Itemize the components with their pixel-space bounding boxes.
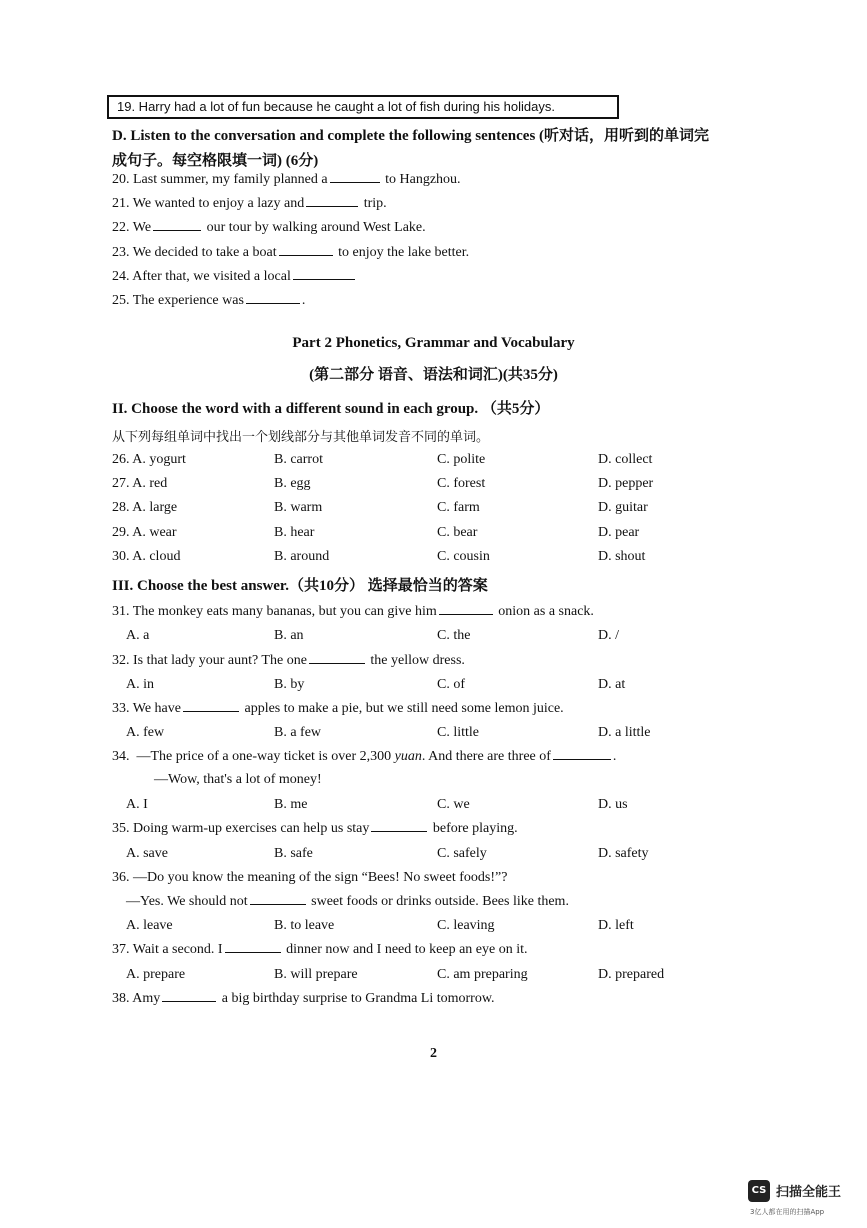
option-26-c[interactable]: C. polite — [437, 452, 486, 467]
option-28-d[interactable]: D. guitar — [598, 500, 648, 515]
blank-37[interactable] — [225, 951, 281, 953]
question-24: 24. After that, we visited a local — [112, 269, 357, 285]
watermark-title: 扫描全能王 — [776, 1185, 842, 1200]
section-iii-title: III. Choose the best answer.（共10分） 选择最恰当的答案 — [112, 578, 488, 594]
question-38: 38. Amy a big birthday surprise to Grandma Li tomorrow. — [112, 991, 495, 1006]
option-26-b[interactable]: B. carrot — [274, 452, 323, 467]
option-35-a[interactable]: A. save — [126, 846, 168, 861]
question-36-reply: —Yes. We should not sweet foods or drinks outside. Bees like them. — [126, 894, 569, 909]
blank-35[interactable] — [371, 830, 427, 832]
option-34-a[interactable]: A. I — [126, 797, 148, 812]
blank-23[interactable] — [279, 254, 333, 256]
option-33-b[interactable]: B. a few — [274, 725, 322, 740]
option-30-b[interactable]: B. around — [274, 549, 330, 564]
option-35-c[interactable]: C. safely — [437, 846, 487, 861]
option-37-c[interactable]: C. am preparing — [437, 967, 528, 982]
option-35-d[interactable]: D. safety — [598, 846, 649, 861]
blank-36[interactable] — [250, 903, 306, 905]
question-35: 35. Doing warm-up exercises can help us stay before playing. — [112, 821, 518, 836]
section-d-title-line2: 成句子。每空格限填一词) (6分) — [112, 153, 319, 169]
section-d-title-line1: D. Listen to the conversation and complete the following sentences (听对话，用听到的单词完 — [112, 128, 710, 144]
section-ii-instruction: 从下列每组单词中找出一个划线部分与其他单词发音不同的单词。 — [112, 429, 490, 444]
option-33-a[interactable]: A. few — [126, 725, 165, 740]
option-31-a[interactable]: A. a — [126, 628, 150, 643]
question-26: 26. A. yogurt — [112, 452, 186, 467]
blank-34[interactable] — [553, 758, 611, 760]
question-36: 36. —Do you know the meaning of the sign “Bees! No sweet foods!”? — [112, 870, 508, 885]
option-36-d[interactable]: D. left — [598, 918, 634, 933]
option-35-b[interactable]: B. safe — [274, 846, 313, 861]
option-31-d[interactable]: D. / — [598, 628, 619, 643]
option-36-a[interactable]: A. leave — [126, 918, 173, 933]
option-29-b[interactable]: B. hear — [274, 525, 315, 540]
blank-32[interactable] — [309, 662, 365, 664]
blank-21[interactable] — [306, 205, 358, 207]
option-33-c[interactable]: C. little — [437, 725, 479, 740]
question-30: 30. A. cloud — [112, 549, 181, 564]
option-37-a[interactable]: A. prepare — [126, 967, 186, 982]
option-32-a[interactable]: A. in — [126, 677, 154, 692]
question-22: 22. We our tour by walking around West Lake. — [112, 220, 426, 235]
option-34-b[interactable]: B. me — [274, 797, 308, 812]
blank-25[interactable] — [246, 302, 300, 304]
blank-31[interactable] — [439, 613, 493, 615]
blank-24[interactable] — [293, 278, 355, 280]
camscanner-logo-icon: CS — [748, 1180, 770, 1202]
question-21: 21. We wanted to enjoy a lazy and trip. — [112, 196, 387, 211]
option-33-d[interactable]: D. a little — [598, 725, 651, 740]
option-32-d[interactable]: D. at — [598, 677, 626, 692]
option-32-c[interactable]: C. of — [437, 677, 465, 692]
question-33: 33. We have apples to make a pie, but we still need some lemon juice. — [112, 701, 564, 716]
question-20: 20. Last summer, my family planned a to Hangzhou. — [112, 172, 461, 187]
part2-subtitle: (第二部分 语音、语法和词汇)(共35分) — [309, 367, 558, 383]
question-34: 34. —The price of a one-way ticket is over 2,300 yuan. And there are three of . — [112, 749, 617, 764]
part2-title: Part 2 Phonetics, Grammar and Vocabulary — [292, 335, 575, 351]
blank-38[interactable] — [162, 1000, 216, 1002]
question-23: 23. We decided to take a boat to enjoy the lake better. — [112, 245, 470, 260]
question-27: 27. A. red — [112, 476, 168, 491]
section-ii-title: II. Choose the word with a different sound in each group. （共5分） — [112, 401, 550, 417]
option-30-c[interactable]: C. cousin — [437, 549, 490, 564]
blank-20[interactable] — [330, 181, 380, 183]
blank-33[interactable] — [183, 710, 239, 712]
option-28-c[interactable]: C. farm — [437, 500, 480, 515]
option-34-d[interactable]: D. us — [598, 797, 628, 812]
option-31-c[interactable]: C. the — [437, 628, 471, 643]
question-19-box: 19. Harry had a lot of fun because he caught a lot of fish during his holidays. — [107, 95, 619, 119]
scanner-watermark — [748, 1180, 858, 1220]
blank-22[interactable] — [153, 229, 201, 231]
option-36-c[interactable]: C. leaving — [437, 918, 495, 933]
option-29-c[interactable]: C. bear — [437, 525, 478, 540]
option-27-d[interactable]: D. pepper — [598, 476, 654, 491]
option-31-b[interactable]: B. an — [274, 628, 304, 643]
question-29: 29. A. wear — [112, 525, 177, 540]
question-25: 25. The experience was . — [112, 293, 306, 308]
option-32-b[interactable]: B. by — [274, 677, 305, 692]
option-29-d[interactable]: D. pear — [598, 525, 640, 540]
option-37-b[interactable]: B. will prepare — [274, 967, 358, 982]
question-34-reply: —Wow, that's a lot of money! — [154, 772, 322, 787]
option-27-b[interactable]: B. egg — [274, 476, 311, 491]
question-28: 28. A. large — [112, 500, 178, 515]
option-27-c[interactable]: C. forest — [437, 476, 486, 491]
watermark-subtitle: 3亿人都在用的扫描App — [750, 1208, 825, 1216]
option-26-d[interactable]: D. collect — [598, 452, 653, 467]
option-34-c[interactable]: C. we — [437, 797, 470, 812]
option-37-d[interactable]: D. prepared — [598, 967, 665, 982]
page-number: 2 — [430, 1046, 437, 1061]
question-32: 32. Is that lady your aunt? The one the yellow dress. — [112, 653, 465, 668]
option-28-b[interactable]: B. warm — [274, 500, 323, 515]
question-37: 37. Wait a second. I dinner now and I need to keep an eye on it. — [112, 942, 528, 957]
option-36-b[interactable]: B. to leave — [274, 918, 335, 933]
question-31: 31. The monkey eats many bananas, but you can give him onion as a snack. — [112, 604, 594, 619]
option-30-d[interactable]: D. shout — [598, 549, 646, 564]
